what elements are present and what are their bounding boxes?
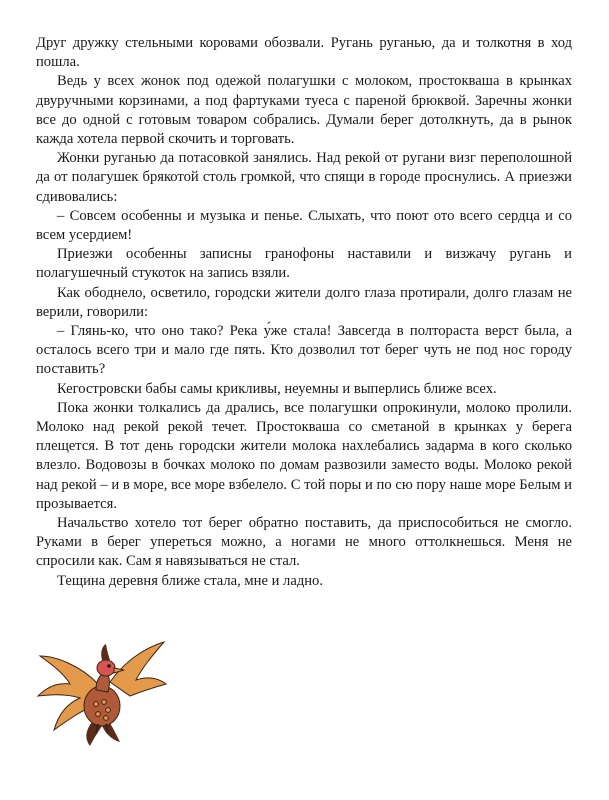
paragraph-9: Пока жонки толкались да дрались, все полагушки опрокинули, молоко пролили. Молоко над рекой рекой течет. Простокваша со сметаной в крынках у берега плещется. В тот день городски жители молока нахлебались задарма в кого сколько влезло. Водовозы в бочках молоко по домам развозили заместо воды. Молоко рекой над рекой – и в море, все море взбелело. С той поры и по сю пору наше море Белым и прозывается. — [36, 399, 572, 512]
belly-dot — [106, 708, 111, 713]
paragraph-10: Начальство хотело тот берег обратно поставить, да приспособиться не смогло. Руками в берег упереться можно, а ногами не много оттолкнешься. Меня не спросили как. Сам я навязываться не стал. — [36, 515, 572, 570]
belly-dot — [94, 702, 99, 707]
paragraph-6: Как ободнело, осветило, городски жители долго глаза протирали, долго глазам не верили, говорили: — [36, 284, 572, 320]
paragraph-11: Тещина деревня ближе стала, мне и ладно. — [57, 572, 323, 589]
bird-head — [97, 660, 115, 676]
eye — [107, 664, 111, 668]
paragraph-1: Друг дружку стельными коровами обозвали. Ругань руганью, да и толкотня в ход пошла. — [36, 35, 572, 71]
paragraph-2: Ведь у всех жонок под одежой полагушки с молоком, простокваша в крынках двуручными корзинами, а под фартуками туеса с пареной брюквой. Заречны жонки все до одной с готовым товаром собрались. Думали берег дотолкнуть, да в рынок каждa хотела первой скочить и торговать. — [36, 73, 572, 148]
story-text — [36, 34, 572, 591]
belly-dot — [104, 716, 109, 721]
paragraph-4: – Совсем особенны и музыка и пенье. Слыхать, что поют ото всего сердца и со всем усердием! — [36, 207, 572, 244]
paragraph-8: Кегостровски бабы самы крикливы, неуемны и выперлись ближе всех. — [57, 380, 497, 397]
belly-dot — [96, 712, 101, 717]
belly-dot — [102, 700, 107, 705]
paragraph-5: Приезжи особенны записны гранофоны наставили и визжачу ругань и полагушечный стукоток на запись взяли. — [36, 246, 572, 282]
paragraph-7: – Глянь-ко, что оно тако? Река у́же стала! Завсегда в полтораста верст была, а осталось всего три и мало где пять. Кто дозволил тот берег чуть не под нос городу поставить? — [36, 323, 572, 378]
paragraph-3: Жонки руганью да потасовкой занялись. Над рекой от ругани визг переполошной да от полагушек брякотой столь громкой, что спящи в городе проснулись. А приезжи сдивовались: — [36, 150, 572, 205]
crest — [101, 644, 110, 660]
bird-illustration — [36, 626, 168, 748]
bird-body — [84, 686, 120, 726]
